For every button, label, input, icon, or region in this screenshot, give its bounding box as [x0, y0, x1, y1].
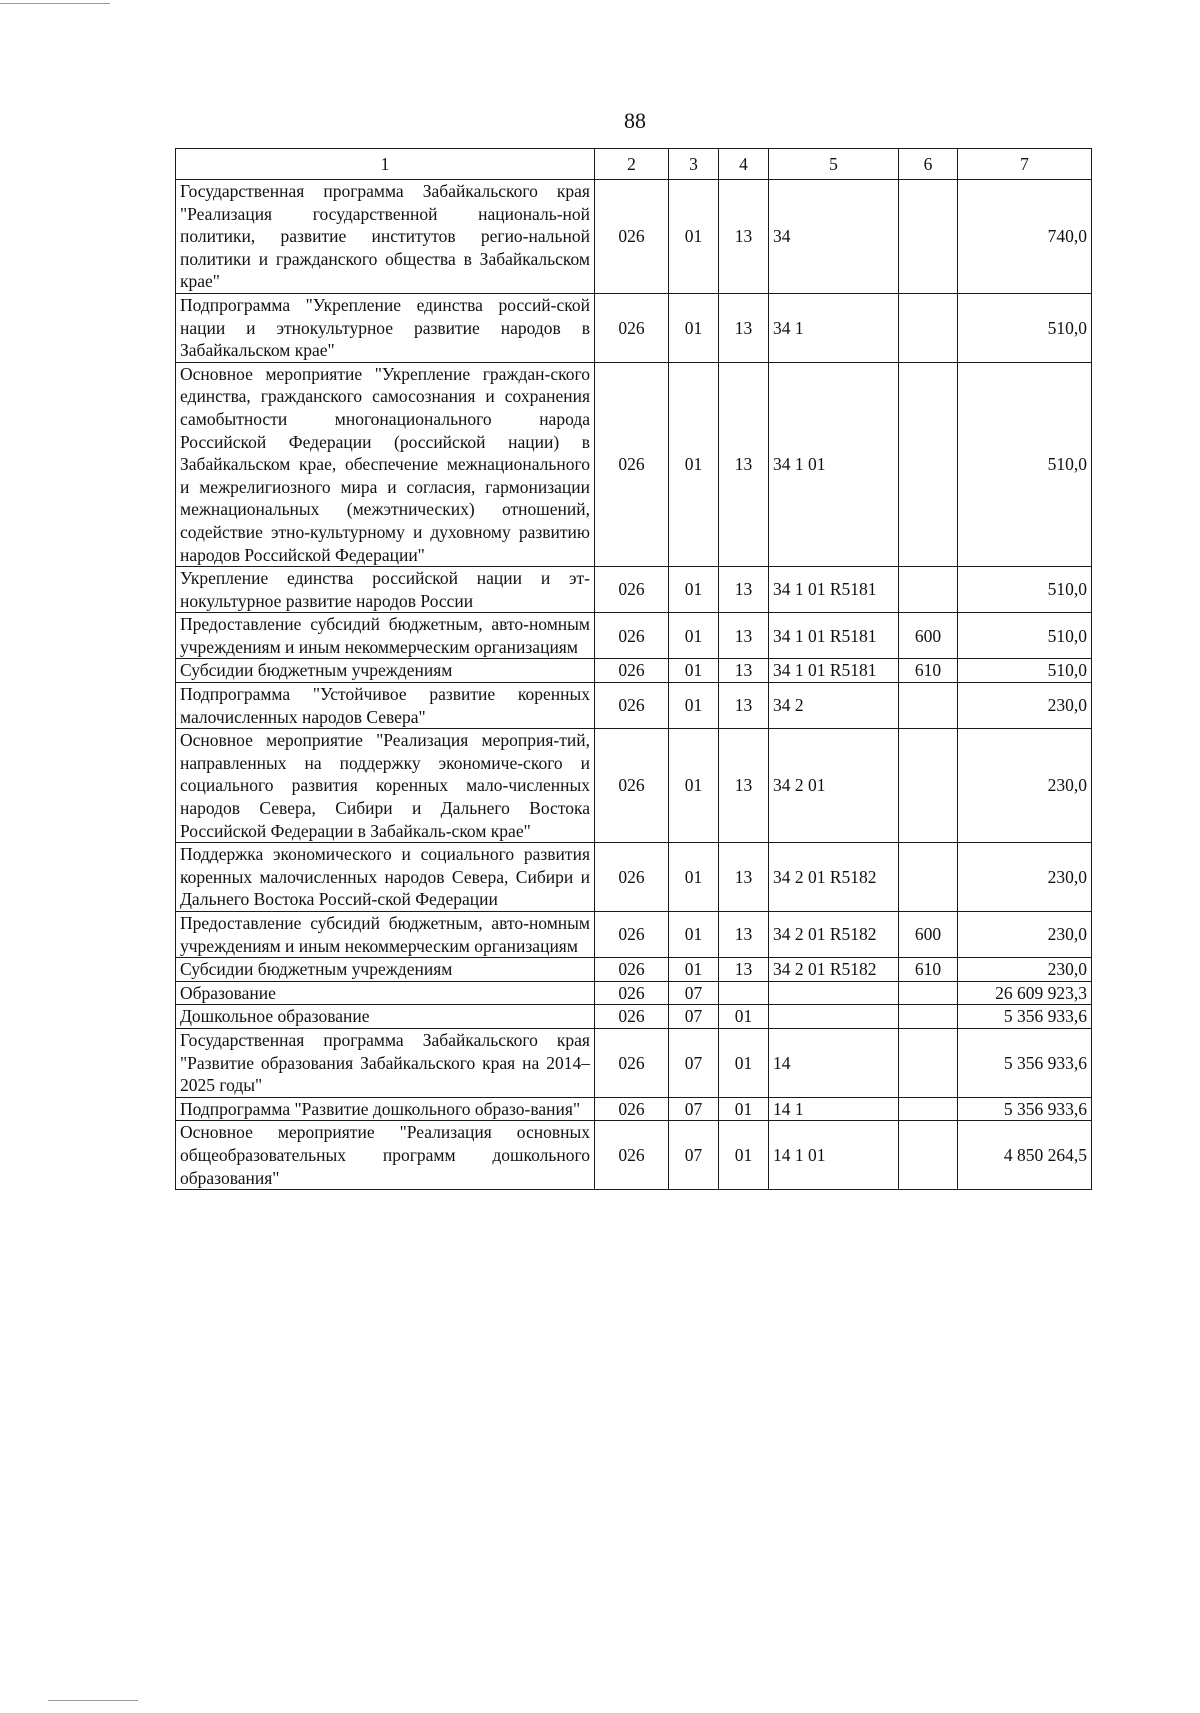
row-subsection: 13: [719, 362, 769, 566]
row-target-article: 34 1 01 R5181: [769, 567, 899, 613]
row-amount: 26 609 923,3: [958, 981, 1092, 1005]
row-expense-type: 600: [899, 613, 958, 659]
scan-mark-bottom: [48, 1700, 138, 1701]
row-target-article: 34 2: [769, 683, 899, 729]
row-expense-type: 610: [899, 958, 958, 982]
row-amount: 4 850 264,5: [958, 1121, 1092, 1190]
row-ministry: 026: [595, 293, 669, 362]
row-expense-type: [899, 293, 958, 362]
row-subsection: 13: [719, 683, 769, 729]
row-amount: 510,0: [958, 293, 1092, 362]
row-section: 01: [669, 293, 719, 362]
row-ministry: 026: [595, 362, 669, 566]
row-expense-type: [899, 683, 958, 729]
row-name: Государственная программа Забайкальского края "Реализация государственной националь-ной политики, развитие институтов регио-нальной политики и гражданского общества в Забайкальском крае": [176, 180, 595, 294]
row-section: 01: [669, 567, 719, 613]
row-section: 01: [669, 843, 719, 912]
table-row: [176, 180, 1092, 294]
row-name: Подпрограмма "Устойчивое развитие коренных малочисленных народов Севера": [176, 683, 595, 729]
row-expense-type: [899, 1121, 958, 1190]
row-section: 01: [669, 362, 719, 566]
table-row: [176, 567, 1092, 613]
row-target-article: 34 1 01: [769, 362, 899, 566]
row-subsection: 13: [719, 293, 769, 362]
row-subsection: 13: [719, 843, 769, 912]
row-target-article: 14 1 01: [769, 1121, 899, 1190]
header-cell: 1: [176, 149, 595, 180]
row-subsection: 13: [719, 567, 769, 613]
row-subsection: 01: [719, 1097, 769, 1121]
row-name: Предоставление субсидий бюджетным, авто-номным учреждениям и иным некоммерческим организациям: [176, 613, 595, 659]
header-cell: 4: [719, 149, 769, 180]
row-name: Субсидии бюджетным учреждениям: [176, 958, 595, 982]
row-name: Государственная программа Забайкальского края "Развитие образования Забайкальского края на 2014–2025 годы": [176, 1028, 595, 1097]
row-ministry: 026: [595, 912, 669, 958]
row-section: 01: [669, 912, 719, 958]
row-expense-type: [899, 1028, 958, 1097]
table-row: [176, 683, 1092, 729]
row-ministry: 026: [595, 1028, 669, 1097]
row-target-article: 14: [769, 1028, 899, 1097]
row-section: 07: [669, 1005, 719, 1029]
row-expense-type: [899, 981, 958, 1005]
row-ministry: 026: [595, 729, 669, 843]
row-expense-type: [899, 567, 958, 613]
row-amount: 740,0: [958, 180, 1092, 294]
row-amount: 230,0: [958, 683, 1092, 729]
row-section: 01: [669, 659, 719, 683]
header-cell: 7: [958, 149, 1092, 180]
row-ministry: 026: [595, 1005, 669, 1029]
row-expense-type: [899, 1005, 958, 1029]
scan-mark-top: [0, 3, 110, 4]
table-row: [176, 843, 1092, 912]
row-section: 07: [669, 1121, 719, 1190]
row-subsection: 13: [719, 659, 769, 683]
row-name: Субсидии бюджетным учреждениям: [176, 659, 595, 683]
row-amount: 510,0: [958, 613, 1092, 659]
row-target-article: 34 2 01 R5182: [769, 912, 899, 958]
row-expense-type: [899, 729, 958, 843]
table-row: [176, 659, 1092, 683]
row-expense-type: [899, 843, 958, 912]
row-subsection: 13: [719, 729, 769, 843]
row-amount: 5 356 933,6: [958, 1097, 1092, 1121]
table-row: [176, 613, 1092, 659]
row-amount: 510,0: [958, 567, 1092, 613]
row-subsection: 13: [719, 912, 769, 958]
budget-table: [175, 148, 1092, 1190]
row-expense-type: 610: [899, 659, 958, 683]
row-name: Образование: [176, 981, 595, 1005]
row-target-article: 34 1 01 R5181: [769, 659, 899, 683]
row-amount: 5 356 933,6: [958, 1005, 1092, 1029]
row-amount: 5 356 933,6: [958, 1028, 1092, 1097]
row-amount: 510,0: [958, 362, 1092, 566]
row-name: Укрепление единства российской нации и эт-нокультурное развитие народов России: [176, 567, 595, 613]
header-cell: 6: [899, 149, 958, 180]
row-section: 01: [669, 729, 719, 843]
row-section: 01: [669, 958, 719, 982]
row-section: 01: [669, 683, 719, 729]
row-amount: 510,0: [958, 659, 1092, 683]
table-row: [176, 1097, 1092, 1121]
row-expense-type: [899, 180, 958, 294]
page-number: 88: [624, 108, 646, 133]
row-target-article: [769, 981, 899, 1005]
row-name: Основное мероприятие "Реализация основных общеобразовательных программ дошкольного образования": [176, 1121, 595, 1190]
row-subsection: 01: [719, 1028, 769, 1097]
row-ministry: 026: [595, 683, 669, 729]
table-row: [176, 729, 1092, 843]
row-name: Подпрограмма "Укрепление единства россий-ской нации и этнокультурное развитие народов в Забайкальском крае": [176, 293, 595, 362]
row-target-article: 34 1: [769, 293, 899, 362]
table-row: [176, 958, 1092, 982]
row-expense-type: [899, 1097, 958, 1121]
row-ministry: 026: [595, 1121, 669, 1190]
row-amount: 230,0: [958, 843, 1092, 912]
row-subsection: 13: [719, 613, 769, 659]
header-row: [176, 149, 1092, 180]
row-ministry: 026: [595, 180, 669, 294]
row-name: Предоставление субсидий бюджетным, авто-номным учреждениям и иным некоммерческим организациям: [176, 912, 595, 958]
row-section: 01: [669, 180, 719, 294]
row-target-article: 34 2 01 R5182: [769, 958, 899, 982]
table-row: [176, 1005, 1092, 1029]
row-ministry: 026: [595, 567, 669, 613]
row-section: 07: [669, 981, 719, 1005]
row-subsection: [719, 981, 769, 1005]
table-row: [176, 912, 1092, 958]
row-target-article: [769, 1005, 899, 1029]
header-cell: 2: [595, 149, 669, 180]
table-row: [176, 362, 1092, 566]
row-expense-type: 600: [899, 912, 958, 958]
row-name: Дошкольное образование: [176, 1005, 595, 1029]
table-row: [176, 981, 1092, 1005]
table-row: [176, 1028, 1092, 1097]
row-name: Основное мероприятие "Реализация мероприя-тий, направленных на поддержку экономиче-ского и социального развития коренных мало-численных народов Севера, Сибири и Дальнего Востока Российской Федерации в Забайкаль-ском крае": [176, 729, 595, 843]
row-section: 07: [669, 1097, 719, 1121]
row-amount: 230,0: [958, 729, 1092, 843]
row-ministry: 026: [595, 958, 669, 982]
header-cell: 3: [669, 149, 719, 180]
table-row: [176, 293, 1092, 362]
row-expense-type: [899, 362, 958, 566]
row-target-article: 34: [769, 180, 899, 294]
row-section: 01: [669, 613, 719, 659]
row-subsection: 13: [719, 958, 769, 982]
row-target-article: 14 1: [769, 1097, 899, 1121]
header-cell: 5: [769, 149, 899, 180]
row-ministry: 026: [595, 613, 669, 659]
row-subsection: 01: [719, 1005, 769, 1029]
row-ministry: 026: [595, 981, 669, 1005]
row-name: Поддержка экономического и социального развития коренных малочисленных народов Севера, Сибири и Дальнего Востока Россий-ской Федерации: [176, 843, 595, 912]
row-section: 07: [669, 1028, 719, 1097]
row-subsection: 01: [719, 1121, 769, 1190]
table-row: [176, 1121, 1092, 1190]
row-target-article: 34 1 01 R5181: [769, 613, 899, 659]
row-target-article: 34 2 01: [769, 729, 899, 843]
row-name: Основное мероприятие "Укрепление граждан-ского единства, гражданского самосознания и сохранения самобытности многонационального народа Российской Федерации (российской нации) в Забайкальском крае, обеспечение межнационального и межрелигиозного мира и согласия, гармонизации межнациональных (межэтнических) отношений, содействие этно-культурному и духовному развитию народов Российской Федерации": [176, 362, 595, 566]
row-ministry: 026: [595, 843, 669, 912]
row-ministry: 026: [595, 1097, 669, 1121]
row-name: Подпрограмма "Развитие дошкольного образо-вания": [176, 1097, 595, 1121]
row-amount: 230,0: [958, 958, 1092, 982]
row-ministry: 026: [595, 659, 669, 683]
row-subsection: 13: [719, 180, 769, 294]
row-target-article: 34 2 01 R5182: [769, 843, 899, 912]
row-amount: 230,0: [958, 912, 1092, 958]
